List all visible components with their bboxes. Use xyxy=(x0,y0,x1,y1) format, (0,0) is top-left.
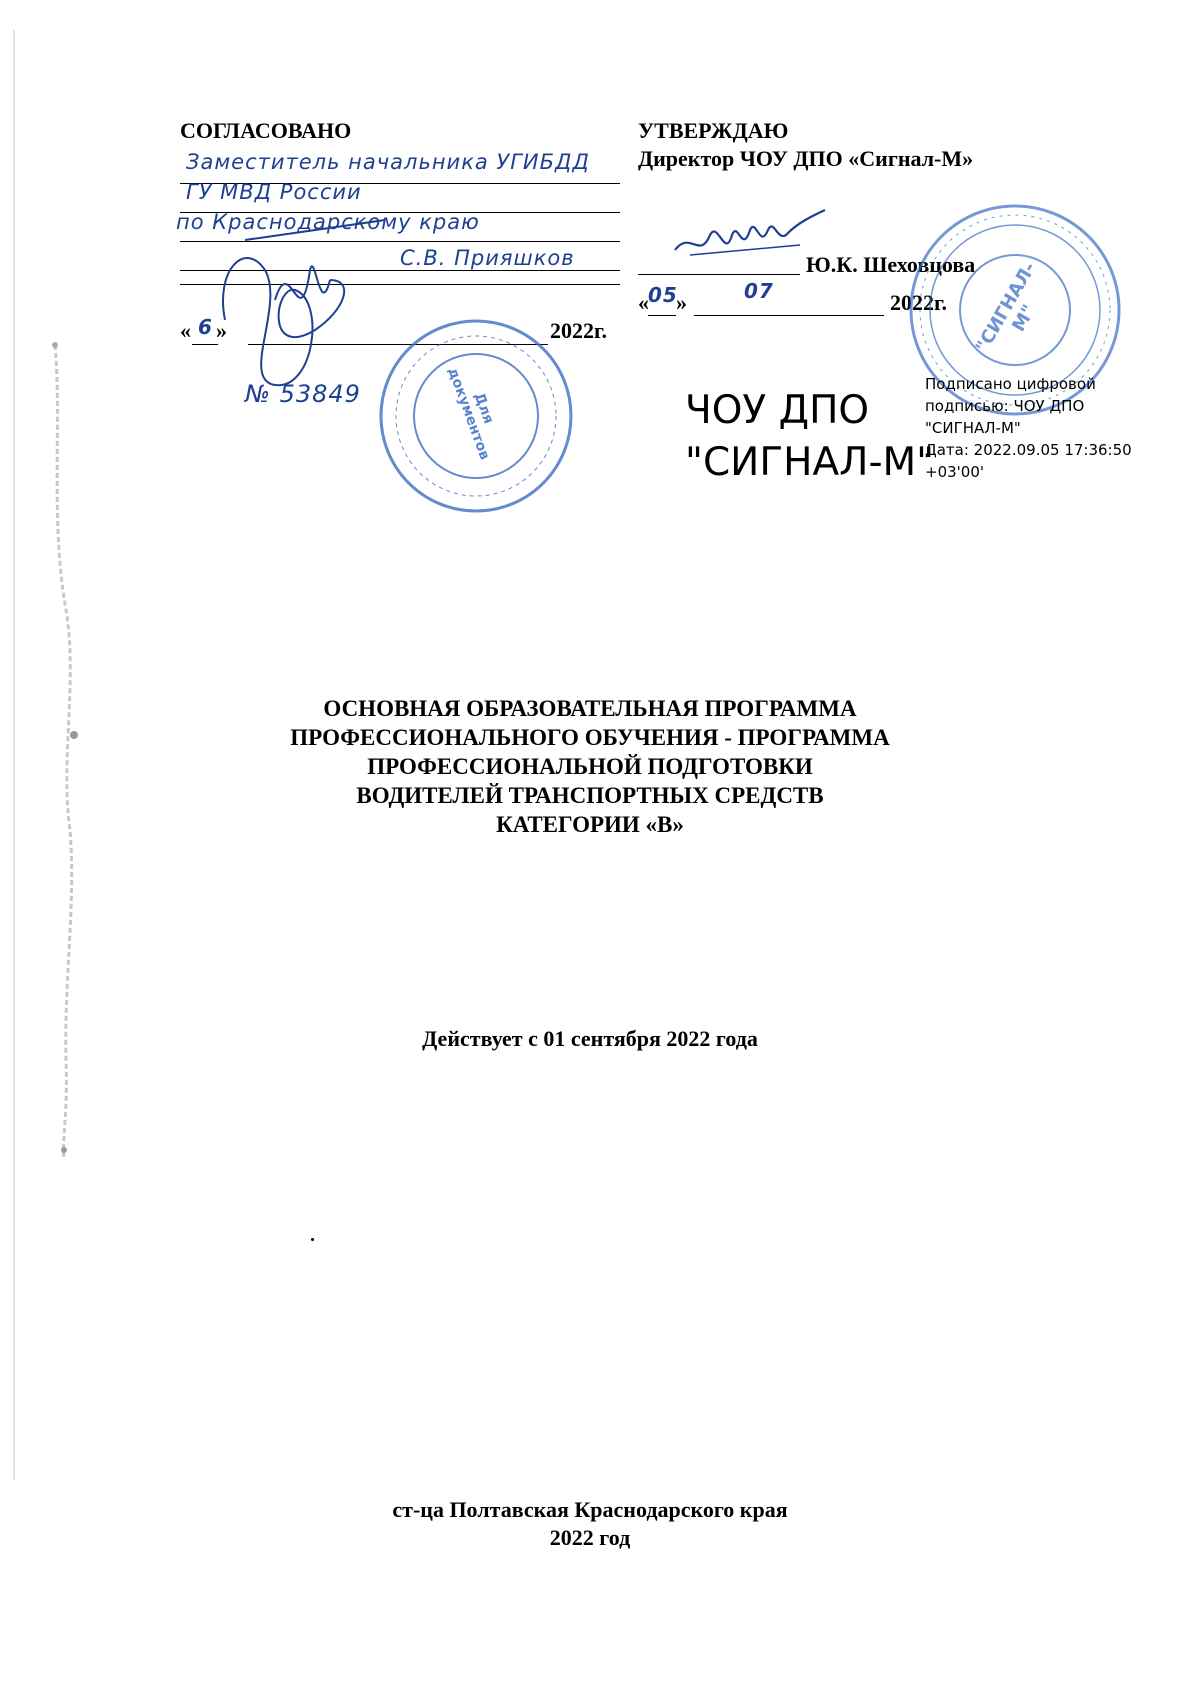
agreed-date-year: 2022г. xyxy=(550,318,608,343)
approved-date-month-line xyxy=(694,315,884,316)
approved-heading: УТВЕРЖДАЮ xyxy=(638,118,789,143)
footer-place: ст-ца Полтавская Краснодарского края xyxy=(392,1497,788,1522)
digital-signature-note-line: подписью: ЧОУ ДПО xyxy=(925,397,1085,415)
approved-date-year: 2022г. xyxy=(890,290,948,315)
binding-thread xyxy=(0,0,90,1684)
document-title-line: ОСНОВНАЯ ОБРАЗОВАТЕЛЬНАЯ ПРОГРАММА xyxy=(323,696,857,721)
agreed-date-close-quote: » xyxy=(216,318,227,343)
agreed-date-open-quote: « xyxy=(180,318,191,343)
approved-date-day: 05 xyxy=(648,283,678,307)
agreed-signature xyxy=(205,210,405,410)
digital-signature-org xyxy=(685,385,934,489)
digital-signature-note-line: +03'00' xyxy=(925,463,984,481)
agreed-date-day: 6 xyxy=(198,315,213,339)
agreed-handwritten-org: ГУ МВД России xyxy=(186,180,362,204)
document-title-line: ПРОФЕССИОНАЛЬНОЙ ПОДГОТОВКИ xyxy=(367,754,813,779)
digital-signature-org-line1: ЧОУ ДПО xyxy=(685,388,870,433)
approved-signature xyxy=(670,205,830,285)
agreed-handwritten-name: С.В. Прияшков xyxy=(400,246,575,270)
approved-date-day-line xyxy=(648,315,676,316)
document-title xyxy=(180,694,1000,839)
approved-signer-name: Ю.К. Шеховцова xyxy=(806,252,976,277)
effective-date: Действует с 01 сентября 2022 года xyxy=(422,1026,758,1051)
stray-dot xyxy=(311,1238,314,1241)
footer-year: 2022 год xyxy=(549,1525,631,1550)
document-title-line: ВОДИТЕЛЕЙ ТРАНСПОРТНЫХ СРЕДСТВ xyxy=(356,783,824,808)
agreed-heading: СОГЛАСОВАНО xyxy=(180,118,352,143)
document-title-line: КАТЕГОРИИ «В» xyxy=(496,812,684,837)
digital-signature-note-line: Дата: 2022.09.05 17:36:50 xyxy=(925,441,1132,459)
digital-signature-note-line: "СИГНАЛ-М" xyxy=(925,419,1021,437)
approved-date-open-quote: « xyxy=(638,290,649,315)
approved-date-close-quote: » xyxy=(676,290,687,315)
approved-position: Директор ЧОУ ДПО «Сигнал-М» xyxy=(638,146,974,171)
approved-date-month: 07 xyxy=(744,279,774,303)
digital-signature-org-line2: "СИГНАЛ-М" xyxy=(685,440,935,485)
left-stamp-center-text: Для документов xyxy=(444,365,497,462)
agreed-handwritten-position: Заместитель начальника УГИБДД xyxy=(186,150,590,174)
digital-signature-note-line: Подписано цифровой xyxy=(925,375,1096,393)
stamp-registration-number: № 53849 xyxy=(245,380,361,408)
document-title-line: ПРОФЕССИОНАЛЬНОГО ОБУЧЕНИЯ - ПРОГРАММА xyxy=(290,725,890,750)
agreed-handwritten-region: по Краснодарскому краю xyxy=(176,210,480,234)
right-stamp-center-text: "СИГНАЛ-М" xyxy=(971,258,1041,357)
digital-signature-note xyxy=(925,373,1132,483)
